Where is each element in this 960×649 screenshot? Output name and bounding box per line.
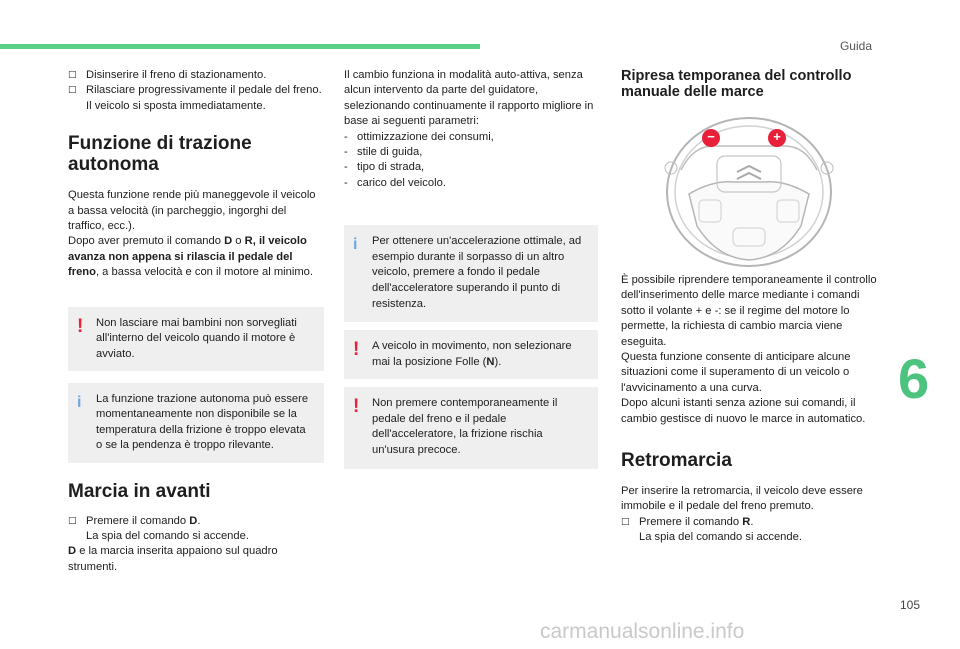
info-icon: i	[77, 393, 82, 411]
forward-paragraph: D e la marcia inserita appaiono sul quadro strumenti.	[68, 545, 278, 573]
header-accent-bar	[0, 44, 480, 49]
bullet-icon: □	[68, 515, 77, 526]
list-item: - stile di guida,	[344, 146, 423, 159]
watermark: carmanualsonline.info	[540, 620, 745, 643]
minus-label: −	[707, 129, 715, 144]
bullet-icon: □	[621, 516, 630, 527]
warning-icon: !	[77, 315, 84, 337]
manual-paragraph-2: Questa funzione consente di anticipare alcune situazioni come il superamento di un veicolo o l'avvicinamento a una curva.	[621, 351, 851, 394]
plus-label: +	[773, 129, 781, 144]
heading-traction: Funzione di trazione autonoma	[68, 133, 252, 176]
traction-paragraph-1: Questa funzione rende più maneggevole il veicolo a bassa velocità (in parcheggio, ingorghi del traffico, ecc.).	[68, 189, 316, 233]
list-item: - ottimizzazione dei consumi,	[344, 130, 494, 143]
warning-box-pedals: ! Non premere contemporaneamente il pedale del freno e il pedale dell'acceleratore, la frizione rischia un'usura precoce.	[344, 387, 598, 469]
list-item: □ Premere il comando R.	[621, 515, 877, 530]
info-icon: i	[353, 236, 358, 254]
manual-paragraph-3: Dopo alcuni istanti senza azione sui comandi, il cambio gestisce di nuovo le marce in automatico.	[621, 397, 866, 425]
warning-icon: !	[353, 396, 360, 418]
list-item: □ Premere il comando D.	[68, 514, 324, 529]
column-3	[621, 68, 877, 546]
manual-paragraph-1: È possibile riprendere temporaneamente il controllo dell'inserimento delle marce mediante i comandi sotto il volante + e -: se il regime del motore lo permette, la richiesta di cambio marcia viene eseguita.	[621, 274, 877, 348]
bullet-icon: □	[68, 70, 77, 80]
traction-paragraph-2: Dopo aver premuto il comando D o R, il veicolo avanza non appena si rilascia il pedale del freno, a bassa velocità e con il motore al minimo.	[68, 235, 313, 279]
page-number: 105	[900, 598, 921, 612]
bullet-icon: □	[68, 85, 77, 96]
reverse-paragraph: Per inserire la retromarcia, il veicolo deve essere immobile e il pedale del freno premuto.	[621, 485, 863, 513]
chapter-number: 6	[898, 347, 930, 410]
heading-reverse: Retromarcia	[621, 450, 732, 472]
column-1	[68, 68, 324, 575]
info-box-acceleration: i Per ottenere un'accelerazione ottimale, ad esempio durante il sorpasso di un altro veicolo, premere a fondo il pedale dell'acceleratore superando il punto di resistenza.	[344, 225, 598, 322]
steering-wheel-illustration	[621, 116, 877, 268]
list-item: □ Disinserire il freno di stazionamento.	[68, 68, 324, 83]
list-item-continuation: La spia del comando si accende.	[639, 531, 802, 544]
list-item: - carico del veicolo.	[344, 176, 446, 189]
list-item-continuation: La spia del comando si accende.	[86, 530, 249, 543]
info-box-unavailable: i La funzione trazione autonoma può essere momentaneamente non disponibile se la temperatura della frizione è troppo elevata o se la pendenza è troppo rilevante.	[68, 383, 324, 463]
warning-box-children: ! Non lasciare mai bambini non sorvegliati all'interno del veicolo quando il motore è avviato.	[68, 307, 324, 371]
warning-icon: !	[353, 339, 360, 361]
heading-forward: Marcia in avanti	[68, 480, 211, 502]
list-item: - tipo di strada,	[344, 161, 425, 174]
column-2	[344, 68, 598, 469]
heading-manual: Ripresa temporanea del controllo manuale delle marce	[621, 68, 852, 100]
list-item: □ Rilasciare progressivamente il pedale del freno.	[68, 83, 324, 98]
intro-paragraph: Il cambio funziona in modalità auto-attiva, senza alcun intervento da parte del guidatore, selezionando continuamente il rapporto migliore in base ai seguenti parametri:	[344, 69, 594, 128]
list-item-continuation: Il veicolo si sposta immediatamente.	[86, 99, 266, 112]
warning-box-neutral: ! A veicolo in movimento, non selezionare mai la posizione Folle (N).	[344, 330, 598, 379]
steering-wheel-icon	[621, 116, 877, 268]
section-title: Guida	[839, 39, 872, 53]
